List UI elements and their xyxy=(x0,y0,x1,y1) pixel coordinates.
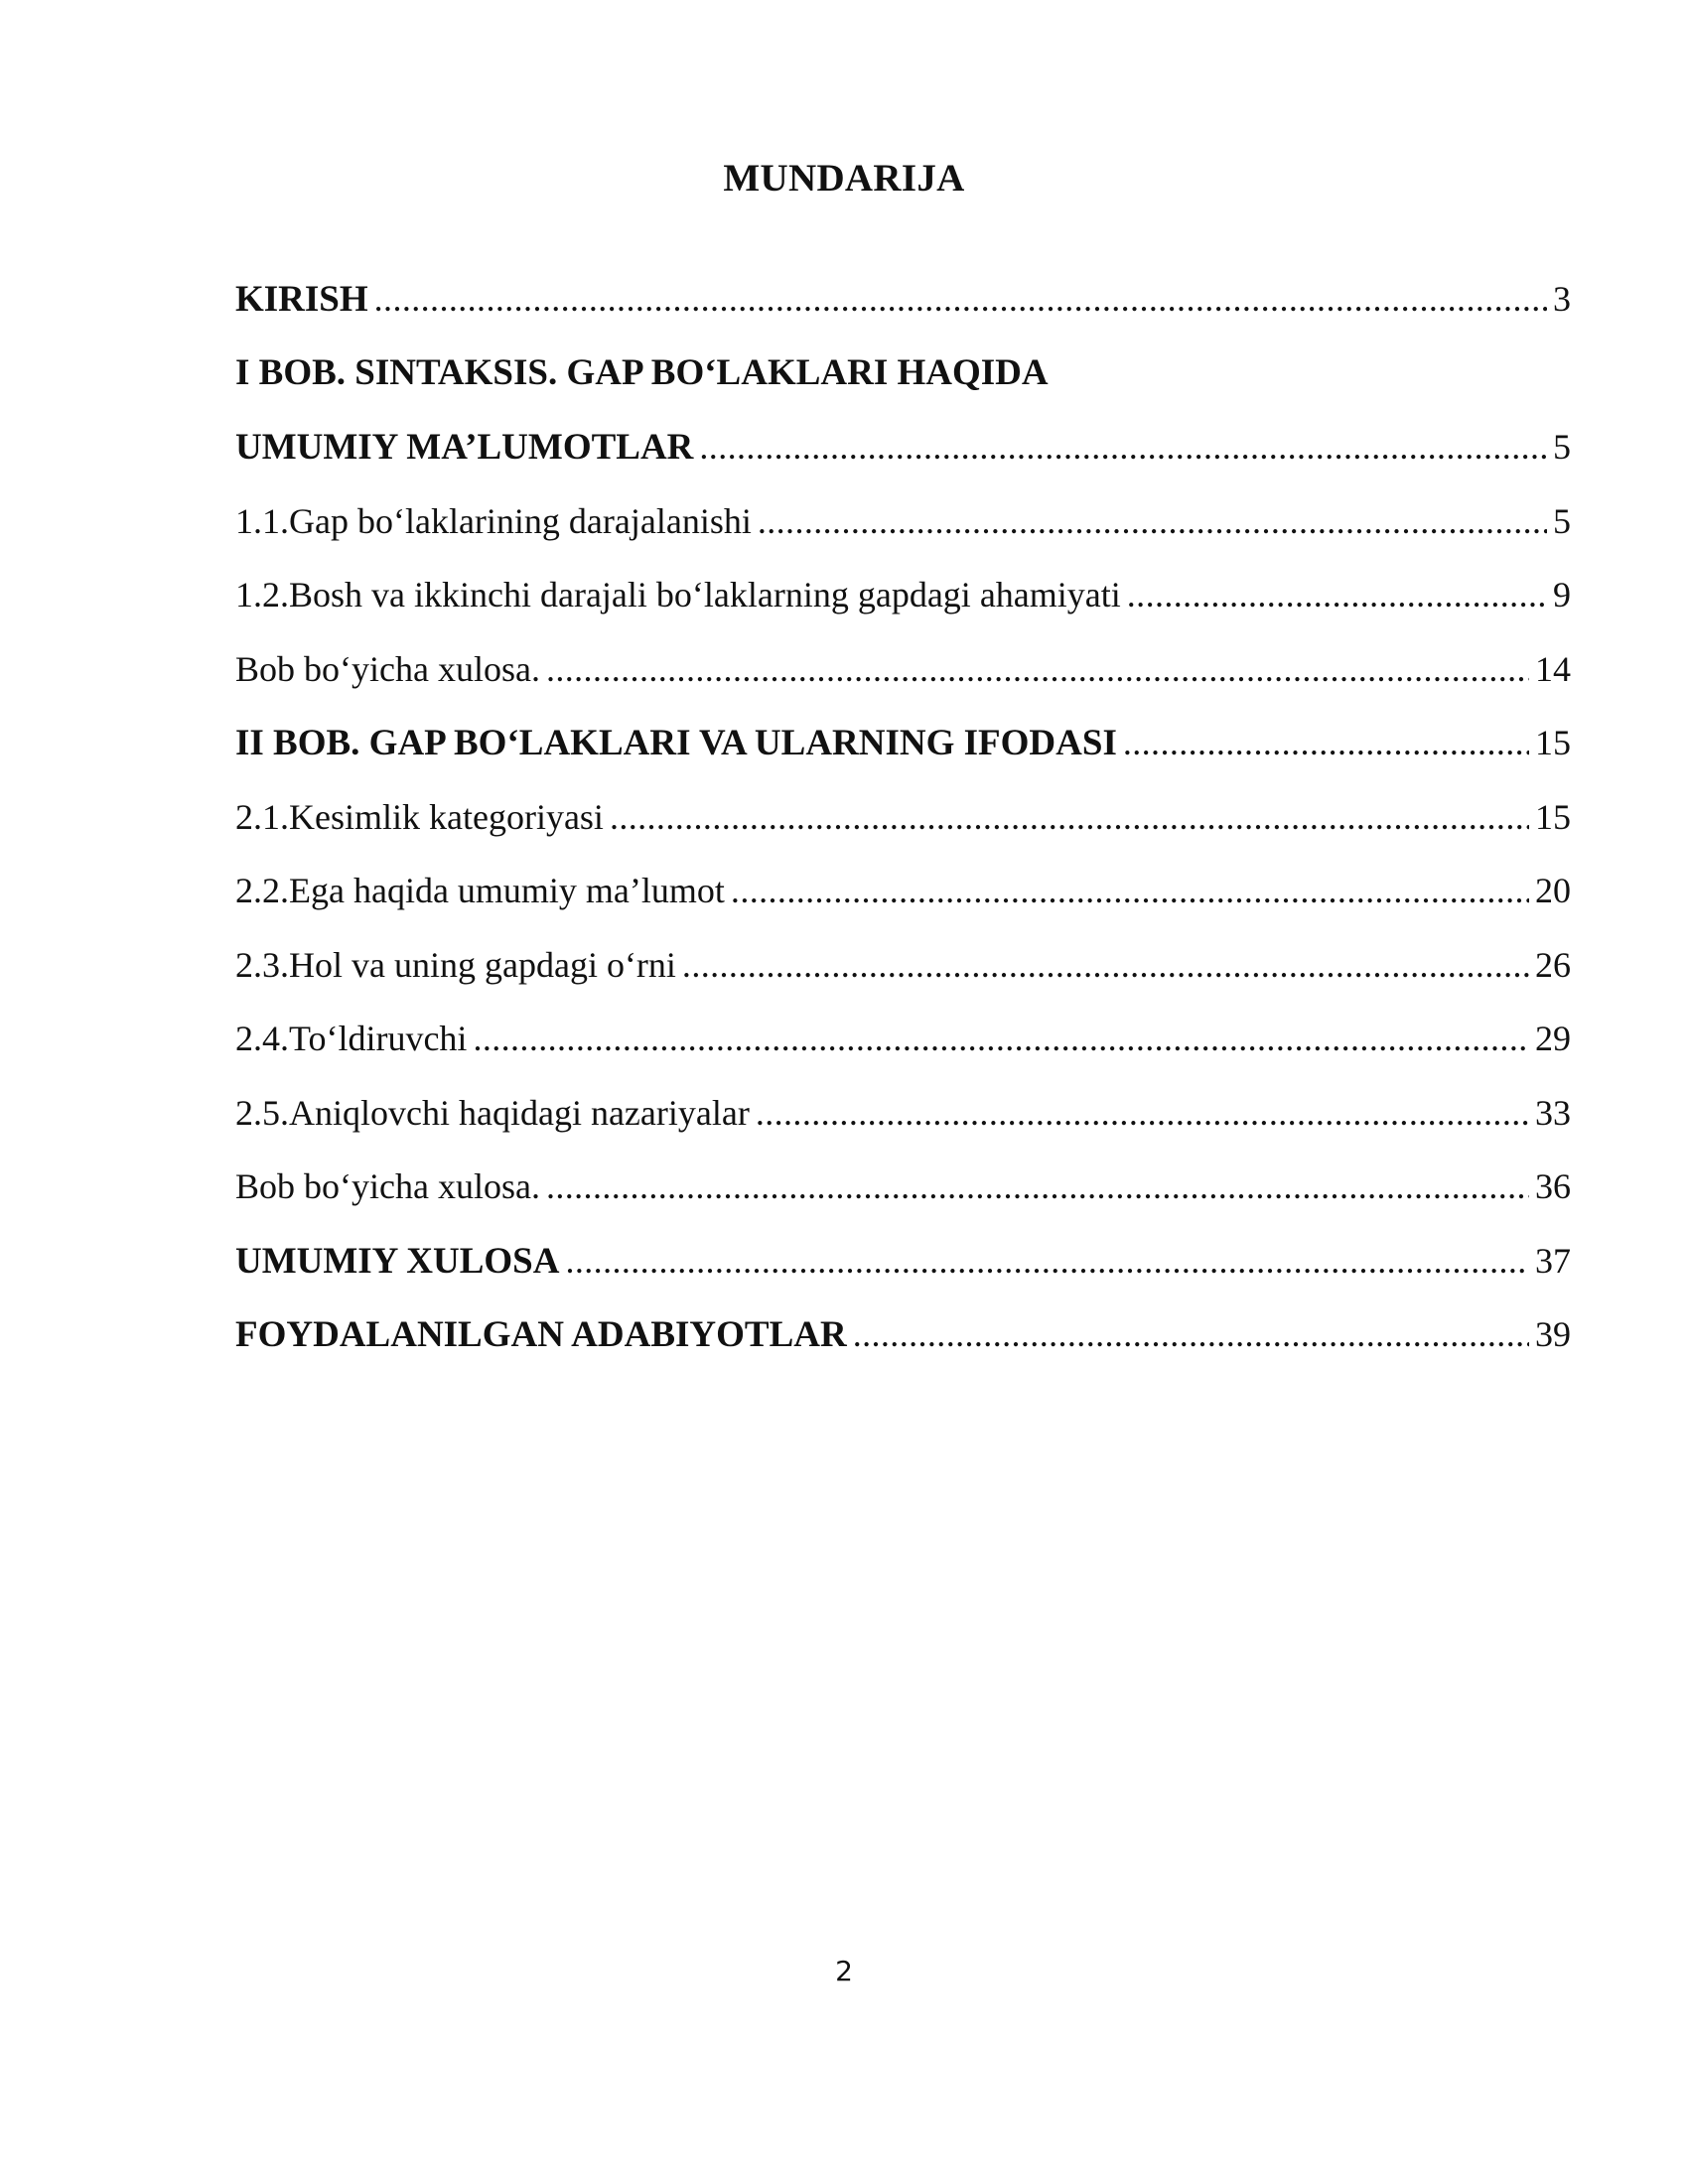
toc-entry-1-2 xyxy=(235,562,1571,636)
toc-entry-general-conclusion xyxy=(235,1228,1571,1302)
toc-entry-label: UMUMIY MA’LUMOTLAR xyxy=(235,415,699,480)
toc-entry-2-2 xyxy=(235,858,1571,932)
toc-entry-page: 39 xyxy=(1535,1314,1571,1354)
toc-dot-leader xyxy=(610,784,1529,850)
toc-entry-page: 14 xyxy=(1535,648,1571,689)
toc-entry-label: 2.1.Kesimlik kategoriyasi xyxy=(235,784,610,850)
toc-dot-leader xyxy=(853,1301,1529,1367)
toc-entry-page: 29 xyxy=(1535,1019,1571,1058)
toc-entry-page: 5 xyxy=(1553,427,1571,467)
toc-entry-label: KIRISH xyxy=(235,267,374,333)
toc-entry-label: 2.2.Ega haqida umumiy ma’lumot xyxy=(235,858,731,923)
toc-dot-leader xyxy=(731,858,1529,923)
toc-entry-page: 36 xyxy=(1535,1166,1571,1206)
toc-entry-label: 2.4.To‘ldiruvchi xyxy=(235,1006,473,1071)
toc-entry-kirish xyxy=(235,266,1571,341)
toc-entry-chapter-1-title-cont xyxy=(235,414,1571,488)
toc-dot-leader xyxy=(758,488,1547,554)
toc-entry-label: Bob bo‘yicha xulosa. xyxy=(235,636,546,702)
toc-dot-leader xyxy=(756,1080,1529,1146)
toc-dot-leader xyxy=(374,266,1547,332)
toc-entry-page: 3 xyxy=(1553,279,1571,319)
toc-entry-page: 33 xyxy=(1535,1092,1571,1133)
toc-entry-chapter-1-title xyxy=(235,341,1571,415)
toc-entry-2-5 xyxy=(235,1080,1571,1155)
toc-title: MUNDARIJA xyxy=(723,157,965,200)
toc-dot-leader xyxy=(546,1154,1529,1219)
toc-entry-chapter-1-conclusion xyxy=(235,636,1571,711)
toc-entry-label: 2.5.Aniqlovchi haqidagi nazariyalar xyxy=(235,1080,756,1146)
toc-dot-leader xyxy=(546,636,1529,702)
toc-entry-2-3 xyxy=(235,932,1571,1007)
toc-entry-page: 20 xyxy=(1535,871,1571,910)
toc-entry-page: 15 xyxy=(1535,796,1571,837)
toc-entry-label: FOYDALANILGAN ADABIYOTLAR xyxy=(235,1302,853,1368)
toc-entry-2-1 xyxy=(235,784,1571,859)
toc-entry-page: 26 xyxy=(1535,944,1571,985)
toc-dot-leader xyxy=(565,1228,1529,1294)
toc-dot-leader xyxy=(1123,710,1529,775)
toc-entry-2-4 xyxy=(235,1006,1571,1080)
page-number: 2 xyxy=(835,1955,853,1987)
toc-entry-chapter-2 xyxy=(235,710,1571,784)
toc-entry-label: 2.3.Hol va uning gapdagi o‘rni xyxy=(235,932,682,998)
toc-entry-page: 5 xyxy=(1553,500,1571,541)
toc-entry-label: Bob bo‘yicha xulosa. xyxy=(235,1154,546,1219)
toc-entry-chapter-2-conclusion xyxy=(235,1154,1571,1228)
toc-entry-page: 37 xyxy=(1535,1240,1571,1281)
toc-dot-leader xyxy=(699,414,1547,479)
toc-entry-label: 1.1.Gap bo‘laklarining darajalanishi xyxy=(235,488,758,554)
toc-dot-leader xyxy=(1127,562,1547,627)
toc-entry-page: 15 xyxy=(1535,723,1571,762)
toc-dot-leader xyxy=(473,1006,1529,1071)
toc-entry-label: UMUMIY XULOSA xyxy=(235,1229,565,1295)
toc-entry-label: I BOB. SINTAKSIS. GAP BO‘LAKLARI HAQIDA xyxy=(235,341,1055,406)
toc-entry-label: II BOB. GAP BO‘LAKLARI VA ULARNING IFODASI xyxy=(235,711,1123,776)
toc-entry-label: 1.2.Bosh va ikkinchi darajali bo‘laklarning gapdagi ahamiyati xyxy=(235,562,1127,627)
toc-entry-page: 9 xyxy=(1553,575,1571,614)
toc-entry-1-1 xyxy=(235,488,1571,563)
toc-dot-leader xyxy=(682,932,1529,998)
table-of-contents xyxy=(235,266,1571,1376)
toc-entry-references xyxy=(235,1301,1571,1376)
